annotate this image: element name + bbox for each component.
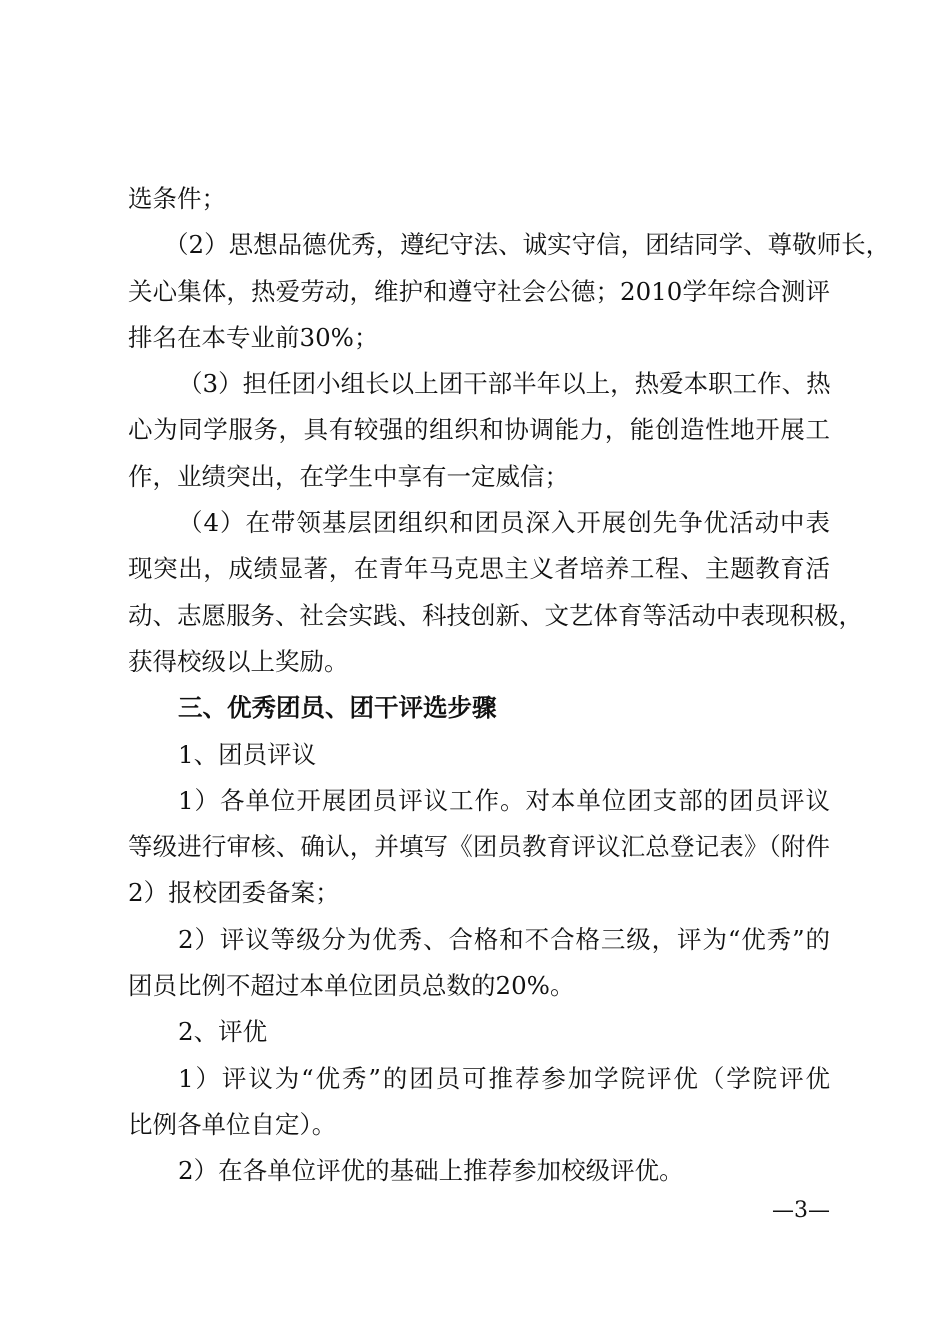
text-line: 关心集体，热爱劳动，维护和遵守社会公德；2010学年综合测评 <box>128 276 830 306</box>
text-line: 现突出，成绩显著，在青年马克思主义者培养工程、主题教育活 <box>128 554 830 584</box>
text-line: 2）报校团委备案； <box>128 878 340 908</box>
text-line: 选条件； <box>128 184 226 213</box>
section-heading: 三、优秀团员、团干评选步骤 <box>178 693 497 723</box>
text-line: 比例各单位自定）。 <box>128 1109 337 1139</box>
subsection-heading: 2、评优 <box>178 1017 268 1047</box>
text-line: （3）担任团小组长以上团干部半年以上，热爱本职工作、热 <box>178 369 831 399</box>
text-line: 排名在本专业前30%； <box>128 322 379 352</box>
text-line: 等级进行审核、确认，并填写《团员教育评议汇总登记表》（附件 <box>128 832 830 862</box>
text-line: （4）在带领基层团组织和团员深入开展创先争优活动中表 <box>178 508 830 538</box>
text-line: 获得校级以上奖励。 <box>128 646 349 676</box>
text-line: 2）评议等级分为优秀、合格和不合格三级，评为“优秀”的 <box>178 924 830 954</box>
text-line: 作，业绩突出，在学生中享有一定威信； <box>128 461 569 491</box>
text-line: （2）思想品德优秀，遵纪守法、诚实守信，团结同学、尊敬师长， <box>164 230 891 260</box>
document-body <box>128 176 891 1195</box>
page-number: —3— <box>772 1198 830 1223</box>
text-line: 1）各单位开展团员评议工作。对本单位团支部的团员评议 <box>178 785 830 815</box>
subsection-heading: 1、团员评议 <box>178 739 317 769</box>
text-line: 1）评议为“优秀”的团员可推荐参加学院评优（学院评优 <box>178 1063 830 1093</box>
text-line: 心为同学服务，具有较强的组织和协调能力，能创造性地开展工 <box>128 415 830 445</box>
text-line: 2）在各单位评优的基础上推荐参加校级评优。 <box>178 1156 684 1186</box>
text-line: 团员比例不超过本单位团员总数的20%。 <box>128 971 575 1001</box>
text-line: 动、志愿服务、社会实践、科技创新、文艺体育等活动中表现积极， <box>128 600 863 630</box>
